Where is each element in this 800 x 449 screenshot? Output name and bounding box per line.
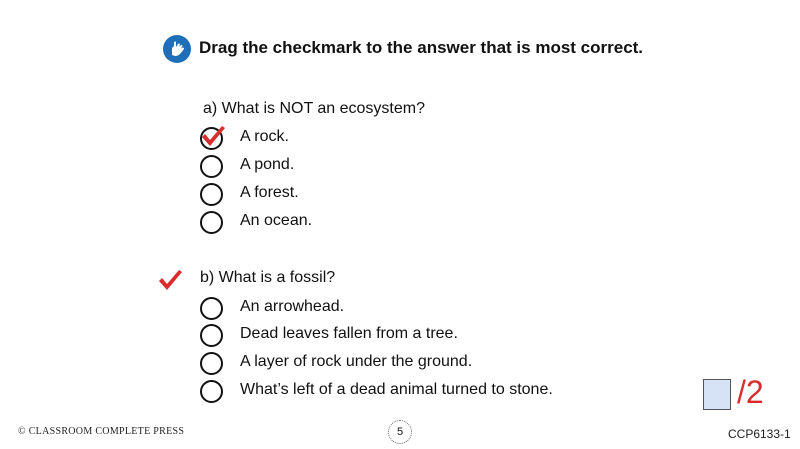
draggable-checkmark-icon[interactable] [157, 268, 183, 292]
question-b-option-4-radio[interactable] [200, 380, 223, 403]
question-b-option-2-radio[interactable] [200, 324, 223, 347]
placed-checkmark-icon[interactable] [200, 124, 226, 148]
question-b-option-1-label: An arrowhead. [240, 298, 345, 315]
score-total: /2 [737, 374, 764, 410]
question-a-text: a) What is NOT an ecosystem? [203, 100, 425, 117]
hand-pointing-icon [163, 35, 191, 63]
publisher-logo: © CLASSROOM COMPLETE PRESS [18, 426, 185, 437]
product-code: CCP6133-1 [728, 427, 791, 441]
question-a-option-4-radio[interactable] [200, 211, 223, 234]
question-b-option-3-label: A layer of rock under the ground. [240, 353, 473, 370]
question-b-option-3-radio[interactable] [200, 352, 223, 375]
page-number: 5 [388, 420, 412, 444]
question-a-option-3-label: A forest. [240, 184, 299, 201]
question-b-option-2-label: Dead leaves fallen from a tree. [240, 325, 458, 342]
question-a-option-4-label: An ocean. [240, 212, 313, 229]
score-input[interactable] [703, 379, 731, 410]
question-b-option-1-radio[interactable] [200, 297, 223, 320]
question-b-option-4-label: What’s left of a dead animal turned to stone. [240, 381, 553, 398]
question-b-text: b) What is a fossil? [200, 269, 336, 286]
instruction-text: Drag the checkmark to the answer that is most correct. [199, 38, 644, 57]
question-a-option-2-radio[interactable] [200, 155, 223, 178]
question-a-option-3-radio[interactable] [200, 183, 223, 206]
question-a-option-1-label: A rock. [240, 128, 289, 145]
question-a-option-2-label: A pond. [240, 156, 295, 173]
